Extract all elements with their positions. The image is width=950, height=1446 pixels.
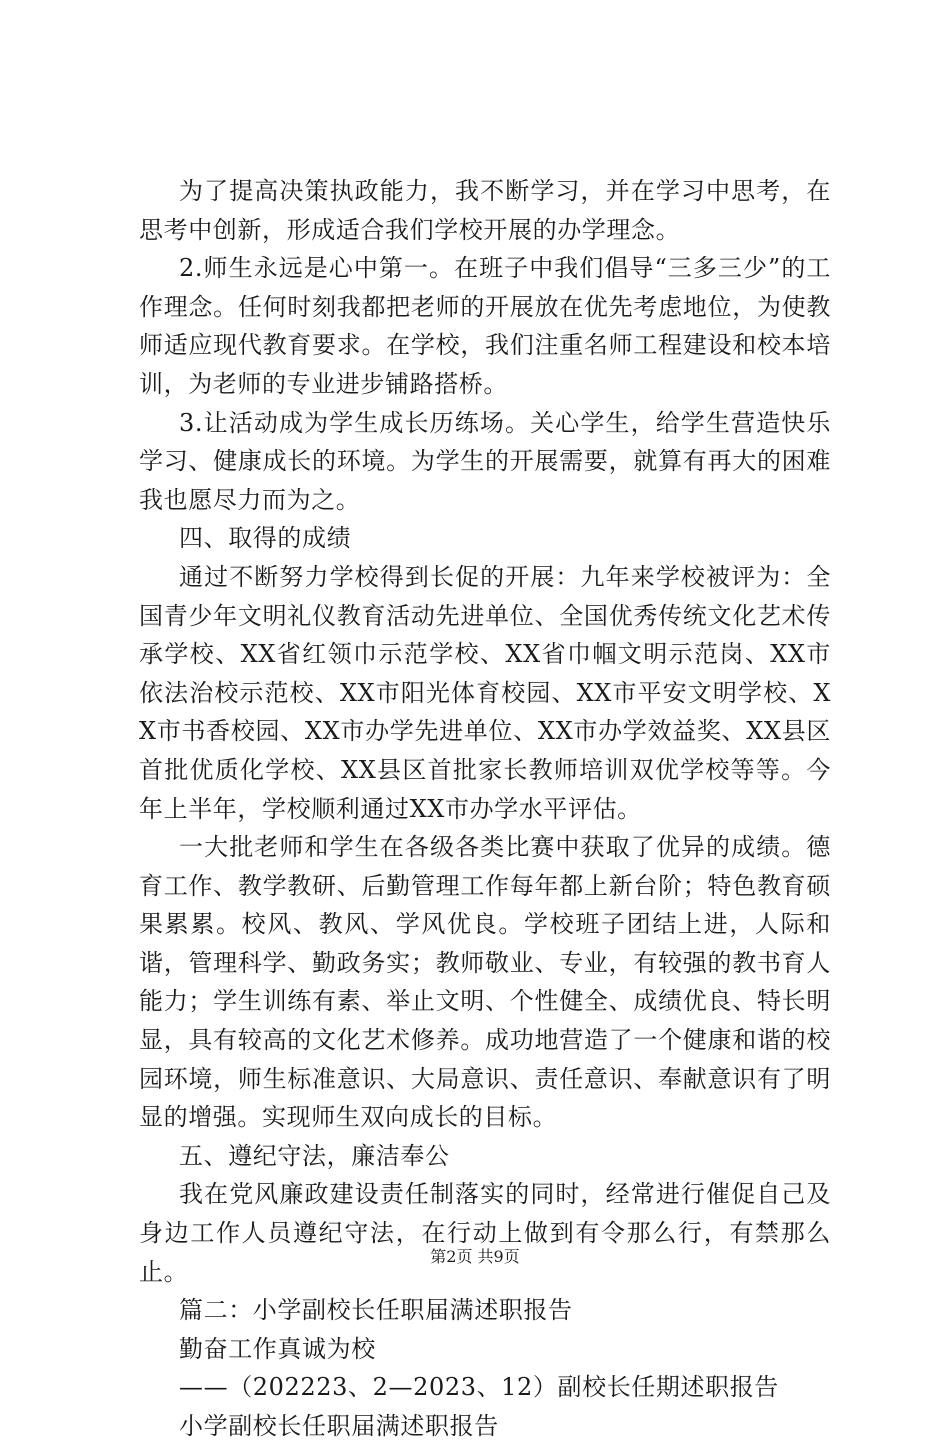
paragraph-activities-growth: 3.让活动成为学生成长历练场。关心学生，给学生营造快乐学习、健康成长的环境。为学生的开展需要，就算有再大的困难我也愿尽力而为之。 xyxy=(139,408,831,514)
section-heading-achievements: 四、取得的成绩 xyxy=(179,524,352,553)
paragraph-school-awards: 通过不断努力学校得到长促的开展：九年来学校被评为：全国青少年文明礼仪教育活动先进单位、全国优秀传统文化艺术传承学校、XX省红领巾示范学校、XX省巾帼文明示范岗、XX市依法治校示范校、XX市阳光体育校园、XX市平安文明学校、XX市书香校园、XX市办学先进单位、XX市办学效益奖、XX县区首批优质化学校、XX县区首批家长教师培训双优学校等等。今年上半年，学校顺利通过XX市办学水平评估。 xyxy=(139,562,831,823)
section-heading-integrity: 五、遵纪守法，廉洁奉公 xyxy=(179,1141,450,1170)
article-title-repeat: 小学副校长任职届满述职报告 xyxy=(179,1412,499,1440)
article-title-part-two: 篇二：小学副校长任职届满述职报告 xyxy=(179,1296,573,1325)
paragraph-integrity: 我在党风廉政建设责任制落实的同时，经常进行催促自己及身边工作人员遵纪守法，在行动上做到有令那么行，有禁那么止。 xyxy=(139,1180,831,1286)
article-subtitle: 勤奋工作真诚为校 xyxy=(179,1334,376,1363)
article-term-line: ——（202223、2—2023、12）副校长任期述职报告 xyxy=(179,1373,779,1402)
paragraph-teachers-students-first: 2.师生永远是心中第一。在班子中我们倡导“三多三少”的工作理念。任何时刻我都把老师的开展放在优先考虑地位，为使教师适应现代教育要求。在学校，我们注重名师工程建设和校本培训，为老师的专业进步铺路搭桥。 xyxy=(139,254,831,398)
page-number-footer: 第2页 共9页 xyxy=(430,1247,520,1266)
paragraph-competition-results: 一大批老师和学生在各级各类比赛中获取了优异的成绩。德育工作、教学教研、后勤管理工作每年都上新台阶；特色教育硕果累累。校风、教风、学风优良。学校班子团结上进，人际和谐，管理科学、勤政务实；教师敬业、专业，有较强的教书育人能力；学生训练有素、举止文明、个性健全、成绩优良、特长明显，具有较高的文化艺术修养。成功地营造了一个健康和谐的校园环境，师生标准意识、大局意识、责任意识、奉献意识有了明显的增强。实现师生双向成长的目标。 xyxy=(139,833,831,1132)
paragraph-decision-ability: 为了提高决策执政能力，我不断学习，并在学习中思考，在思考中创新，形成适合我们学校开展的办学理念。 xyxy=(139,177,831,244)
